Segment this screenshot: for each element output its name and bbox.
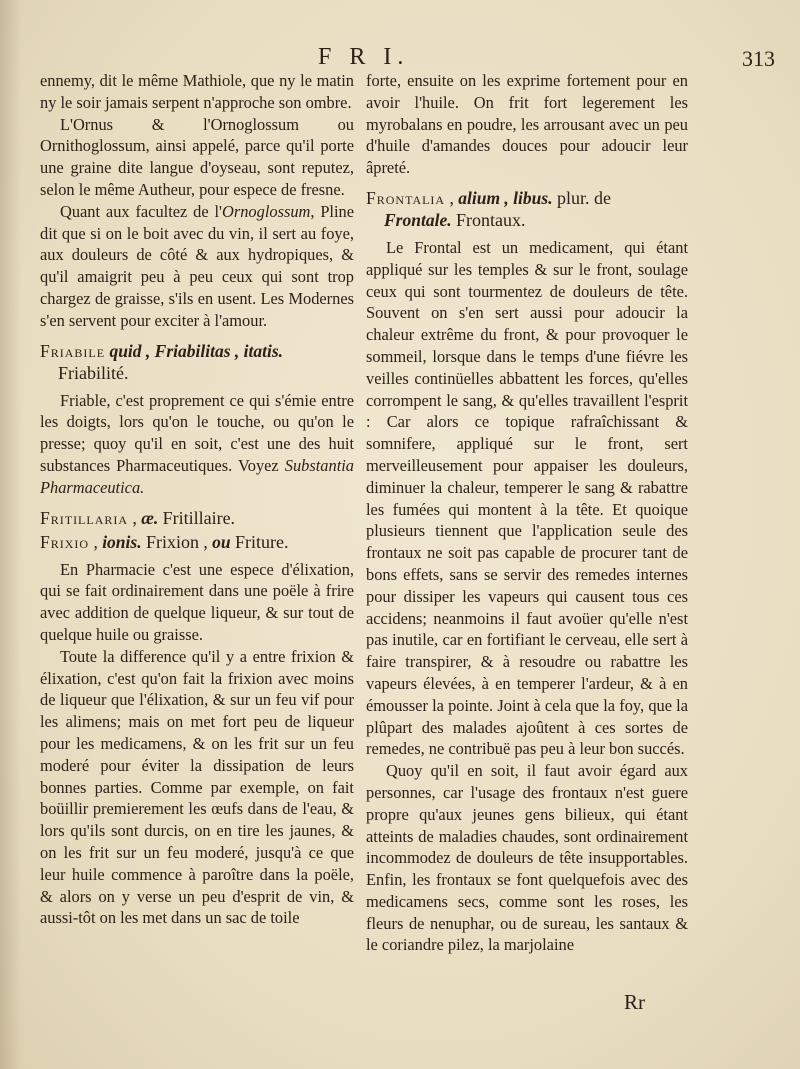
headword-forms: alium , libus.: [458, 187, 553, 208]
headword-or: ou: [212, 531, 231, 552]
paragraph: ennemy, dit le même Mathiole, que ny le matin ny le soir jamais serpent n'approche son ombre.: [40, 71, 354, 112]
headword: Frontalia: [366, 187, 446, 208]
page-number: 313: [742, 46, 775, 71]
headword-forms: ionis.: [102, 531, 142, 552]
paragraph: Toute la difference qu'il y a entre frixion & élixation, c'est qu'on fait la frixion avec moins de liqueur que l'élixation, & sur un feu vif pour les alimens; mais on met fort peu de liqueur pour les medicamens, & on les frit sur un feu moderé pour éviter la dissipation de leurs bonnes parties. Comme par exemple, on fait boüillir premierement les œufs dans de l'eau, & lors qu'ils sont durcis, on en tire les jaunes, & on les frit sur un feu moderé, jusqu'à ce que leur huile commence à paroître dans la poële, & alors on y verse un peu d'esprit de vin, & aussi-tôt on les met dans un sac de toile: [40, 646, 354, 928]
paragraph: En Pharmacie c'est une espece d'élixation, qui se fait ordinairement dans une poële à frire avec addition de quelque liqueur, & sur tout de quelque huile ou graisse.: [40, 559, 354, 644]
running-title: F R I.: [318, 44, 410, 70]
entry-heading-fritillaria: Fritillaria , æ. Fritillaire.: [40, 507, 236, 528]
headword: Fritillaria: [40, 507, 129, 528]
headword: Frixio: [40, 531, 90, 552]
headword-french: Friabilité.: [58, 362, 129, 383]
headword-forms: æ.: [141, 507, 159, 528]
paragraph: Le Frontal est un medicament, qui étant appliqué sur les temples & sur le front, soulage ceux qui sont tourmentez de douleurs de tête. Souvent on s'en sert aussi pour adoucir la chaleur extrême du front, & pour provoquer le sommeil, lorsque dans le temps d'une fiévre les veilles continüelles abbattent les forces, qu'elles corrompent le sang, & qu'elles travaillent l'esprit : Car alors ce topique rafraîchissant & somnifere, appliqué sur le front, sert merveilleusement pour appaiser les douleurs, diminuer la chaleur, temperer le sang & rabattre les fumées qui montent à la tête. Et quoique plusieurs tiennent que l'application seule des frontaux ne soit pas capable de procurer tant de bons effets, sans se servir des remedes internes pour dissiper les vapeurs qui causent tous ces accidens; neanmoins il faut avoüer qu'elle n'est pas inutile, car en fortifiant le cerveau, elle sert à faire transpirer, & à resoudre ou rabattre les vapeurs élevées, à en temperer l'ardeur, & à en émousser la pointe. Joint à cela que la foy, que la plûpart des malades ajoûtent à ces sortes de remedes, ne contribuë pas peu à leur bon succés.: [366, 237, 688, 759]
headword-forms: quid , Friabilitas , itatis.: [109, 340, 284, 361]
right-column: [366, 70, 688, 956]
paragraph: Quoy qu'il en soit, il faut avoir égard aux personnes, car l'usage des frontaux n'est guere propre qu'aux jeunes gens bilieux, qui étant atteints de maladies chaudes, sont ordinairement incommodez de douleurs de tête insupportables. Enfin, les frontaux se font quelquefois avec des medicamens secs, comme sont les roses, les fleurs de nenuphar, ou de sureau, les santaux & le coriandre pilez, la marjolaine: [366, 761, 688, 955]
headword-plural: plur. de: [556, 187, 611, 208]
paragraph: Friable, c'est proprement ce qui s'émie entre les doigts, lors qu'on le touche, ou qu'on le presse; quoy qu'il en soit, c'est une des huit substances Pharmaceutiques. Voyez Substantia Pharmaceutica.: [40, 390, 354, 497]
headword: Friabile: [40, 340, 106, 361]
left-column: [40, 70, 354, 929]
headword-french: Frontaux.: [455, 209, 526, 230]
paragraph: forte, ensuite on les exprime fortement pour en avoir l'huile. On frit fort legerement les myrobalans en poudre, les arrousant avec un peu d'huile d'amandes douces pour adoucir leur âpreté.: [366, 71, 688, 178]
signature-mark: Rr: [624, 990, 645, 1014]
entry-heading-friabile: [40, 340, 354, 384]
headword-french: Fritillaire.: [162, 507, 236, 528]
headword-source: Frontale.: [384, 209, 452, 230]
entry-heading-frontalia: Frontalia , alium , libus. plur. de Frontale. Frontaux.: [366, 187, 611, 230]
gutter-shadow: [0, 0, 22, 1069]
headword-alt: Friture.: [234, 531, 289, 552]
entry-heading-frixio: Frixio , ionis. Frixion , ou Friture.: [40, 531, 289, 552]
paragraph: Quant aux facultez de l'Ornoglossum, Pline dit que si on le boit avec du vin, il sert au foye, aux douleurs de côté & aux hydropiques, & qu'il amaigrit peu à peu ceux qui sont trop chargez de graisse, s'ils en usent. Les Modernes s'en servent pour exciter à l'amour.: [40, 201, 355, 330]
headword-french: Frixion: [145, 531, 199, 552]
paragraph: L'Ornus & l'Ornoglossum ou Ornithoglossum, ainsi appelé, parce qu'il porte une graine dite langue d'oyseau, sont reputez, selon le même Autheur, pour espece de fresne.: [40, 114, 354, 199]
